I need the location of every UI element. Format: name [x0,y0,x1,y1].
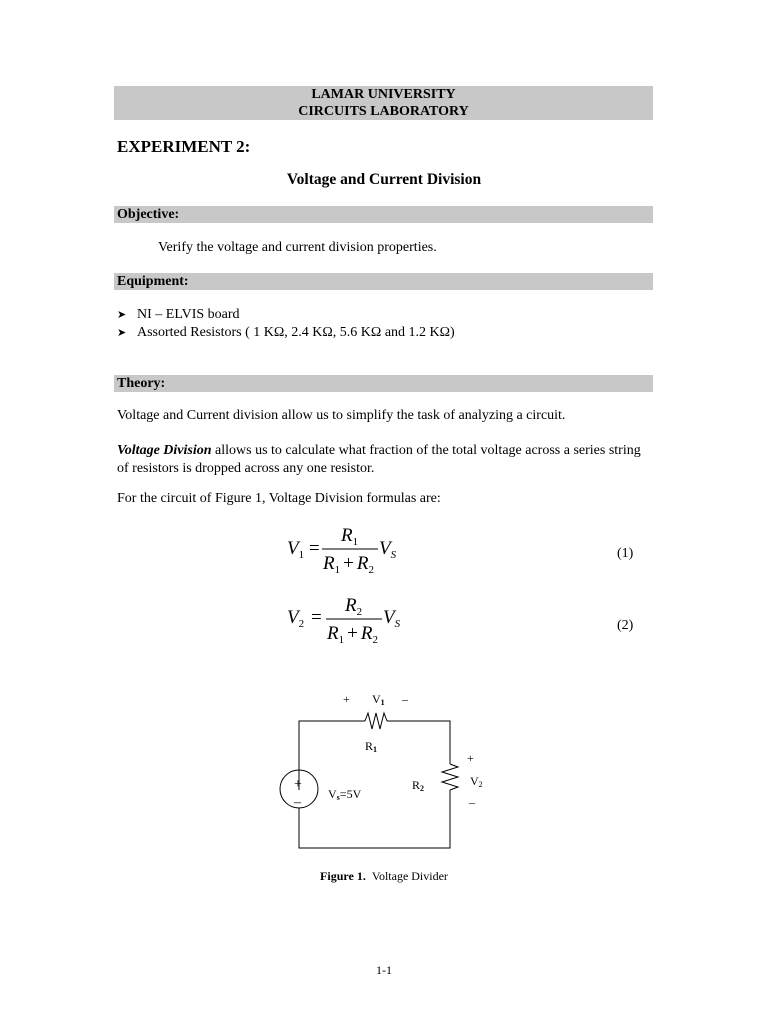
v2-plus: + [467,751,474,765]
wire-bottom [299,790,450,848]
caption-label: Figure 1. [320,869,366,883]
university-name: LAMAR UNIVERSITY [311,87,456,102]
page-number: 1-1 [376,963,392,977]
eq1-numerator: $R_1$ [341,525,359,548]
equation-2 [287,595,401,646]
eq1-denominator: $R_1 + R_2$ [323,553,374,576]
formula-intro: For the circuit of Figure 1, Voltage Division formulas are: [117,491,441,506]
eq1-equals: = [309,538,320,559]
source-minus: – [294,795,301,810]
theory-intro: Voltage and Current division allow us to simplify the task of analyzing a circuit. [117,408,566,423]
v1-label: V1 [372,692,385,707]
experiment-title: EXPERIMENT 2: [117,137,251,156]
lab-name: CIRCUITS LABORATORY [298,104,469,119]
eq1-rhs: $V_S$ [379,538,397,561]
bullet-arrow-icon: ➤ [117,327,127,339]
bullet-arrow-icon: ➤ [117,309,127,321]
equipment-item-text: Assorted Resistors ( 1 KΩ, 2.4 KΩ, 5.6 KΩ and 1.2 KΩ) [137,325,455,340]
v1-minus: – [402,692,408,706]
eq1-number: (1) [617,546,634,561]
eq2-rhs: $V_S$ [383,607,401,630]
eq2-equals: = [311,607,322,628]
r2-label: R2 [412,778,425,793]
theory-heading: Theory: [114,375,653,392]
vd-line-1-rest: allows us to calculate what fraction of the total voltage across a series string [211,443,641,458]
experiment-subtitle: Voltage and Current Division [286,171,482,188]
equation-1 [287,525,397,576]
eq2-numerator: $R_2$ [345,595,363,618]
eq2-number: (2) [617,618,634,633]
v2-minus: – [469,795,475,809]
v2-label: V2 [470,774,483,789]
circuit-labels [293,692,483,810]
vs-label: Vs=5V [328,787,362,802]
eq2-lhs: $V_2$ [287,607,305,630]
equipment-heading: Equipment: [114,273,653,290]
wire-top-right [387,721,450,764]
v1-plus: + [343,692,350,706]
eq1-lhs: $V_1$ [287,538,305,561]
r1-label: R1 [365,739,378,754]
resistor-r2 [442,764,458,790]
source-plus: + [294,777,302,792]
wire-top-left [299,721,365,790]
objective-text: Verify the voltage and current division properties. [158,240,437,255]
vd-line-2: of resistors is dropped across any one resistor. [117,461,375,476]
eq2-denominator: $R_1 + R_2$ [327,623,378,646]
figure-caption [0,869,768,884]
caption-text: Voltage Divider [371,869,448,883]
resistor-r1 [365,713,387,729]
voltage-divider-circuit [280,713,458,848]
equipment-item-text: NI – ELVIS board [137,307,240,322]
vd-term: Voltage Division [117,443,212,458]
objective-heading: Objective: [114,206,653,223]
